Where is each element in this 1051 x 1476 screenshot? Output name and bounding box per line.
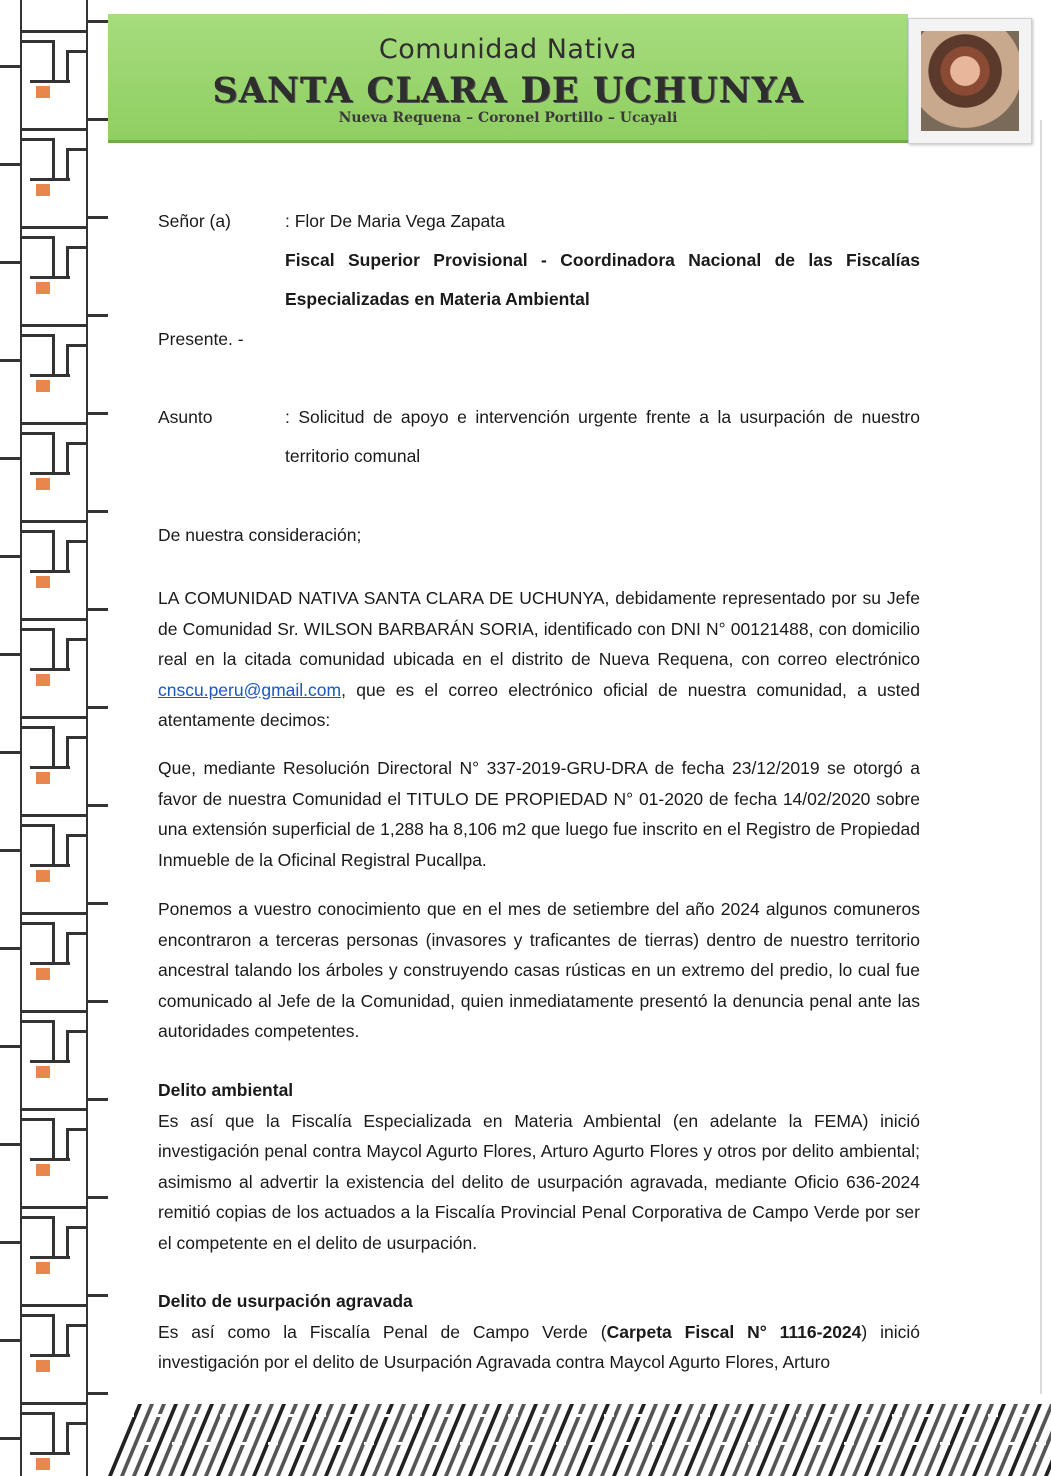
paragraph-1 [158, 583, 920, 736]
paragraph-2-text: Que, mediante Resolución Directoral N° 337-2019-GRU-DRA de fecha 23/12/2019 se otorgó a favor de nuestra Comunidad el TITULO DE PROPIEDAD N° 01-2020 de fecha 14/02/2020 sobre una extensión superficial de 1,288 ha 8,106 m2 que luego fue inscrito en el Registro de Propiedad Inmueble de la Oficinal Registral Pucallpa. [158, 758, 920, 870]
bottom-pattern [108, 1394, 1051, 1476]
presente-text: Presente. - [158, 329, 244, 349]
section-usurpacion [158, 1286, 920, 1378]
page-edge-line [1040, 120, 1042, 1400]
paragraph-1-end: , que es el correo electrónico oficial de nuestra comunidad, a usted atentamente decimos: [158, 679, 920, 730]
section-2-end: ) inició investigación por el delito de Usurpación Agravada contra Maycol Agurto Flores, Arturo [158, 1321, 920, 1372]
paragraph-2 [158, 753, 920, 875]
greeting [158, 520, 920, 551]
subject-label: Asunto [158, 407, 213, 427]
section-2-text [158, 1317, 920, 1378]
section-2-intro: Es así como la Fiscalía Penal de Campo Verde ( [158, 1321, 607, 1342]
community-type: Comunidad Nativa [378, 34, 638, 65]
community-name: SANTA CLARA DE UCHUNYA [212, 70, 804, 111]
paragraph-1-text [158, 583, 920, 736]
email-link[interactable]: cnscu.peru@gmail.com [158, 679, 342, 700]
addressee-label: Señor (a) [158, 211, 231, 231]
letterhead-banner [108, 14, 908, 143]
paragraph-3 [158, 894, 920, 1047]
addressee-title: Fiscal Superior Provisional - Coordinadora Nacional de las Fiscalías Especializadas en Materia Ambiental [285, 250, 920, 309]
left-decorative-border [0, 0, 108, 1476]
addressee-name: : Flor De Maria Vega Zapata [285, 211, 505, 231]
paragraph-3-text: Ponemos a vuestro conocimiento que en el mes de setiembre del año 2024 algunos comuneros encontraron a terceras personas (invasores y traficantes de tierras) dentro de nuestro territorio ancestral talando los árboles y construyendo casas rústicas en un extremo del predio, lo cual fue comunicado al Jefe de la Comunidad, quien inmediatamente presentó la denuncia penal ante las autoridades competentes. [158, 899, 920, 1041]
greeting-text: De nuestra consideración; [158, 525, 362, 545]
section-1-heading: Delito ambiental [158, 1080, 294, 1100]
section-delito-ambiental [158, 1075, 920, 1258]
carpeta-fiscal-number: Carpeta Fiscal N° 1116-2024 [606, 1321, 862, 1342]
header-photo [908, 18, 1032, 144]
paragraph-1-intro: LA COMUNIDAD NATIVA SANTA CLARA DE UCHUNYA, debidamente representado por su Jefe de Comunidad Sr. WILSON BARBARÁN SORIA, identificado con DNI N° 00121488, con domicilio real en la citada comunidad ubicada en el distrito de Nueva Requena, con correo electrónico [158, 588, 920, 669]
community-location: Nueva Requena – Coronel Portillo – Ucayali [338, 110, 678, 126]
section-2-heading: Delito de usurpación agravada [158, 1291, 413, 1311]
section-1-text: Es así que la Fiscalía Especializada en Materia Ambiental (en adelante la FEMA) inició investigación penal contra Maycol Agurto Flores, Arturo Agurto Flores y otros por delito ambiental; asimismo al advertir la existencia del delito de usurpación agravada, mediante Oficio 636-2024 remitió copias de los actuados a la Fiscalía Provincial Penal Corporativa de Campo Verde por ser el competente en el delito de usurpación. [158, 1110, 920, 1253]
bottom-decorative-border [108, 1394, 1051, 1476]
subject-text: : Solicitud de apoyo e intervención urgente frente a la usurpación de nuestro territorio comunal [285, 407, 920, 466]
geometric-pattern-border [0, 0, 108, 1476]
